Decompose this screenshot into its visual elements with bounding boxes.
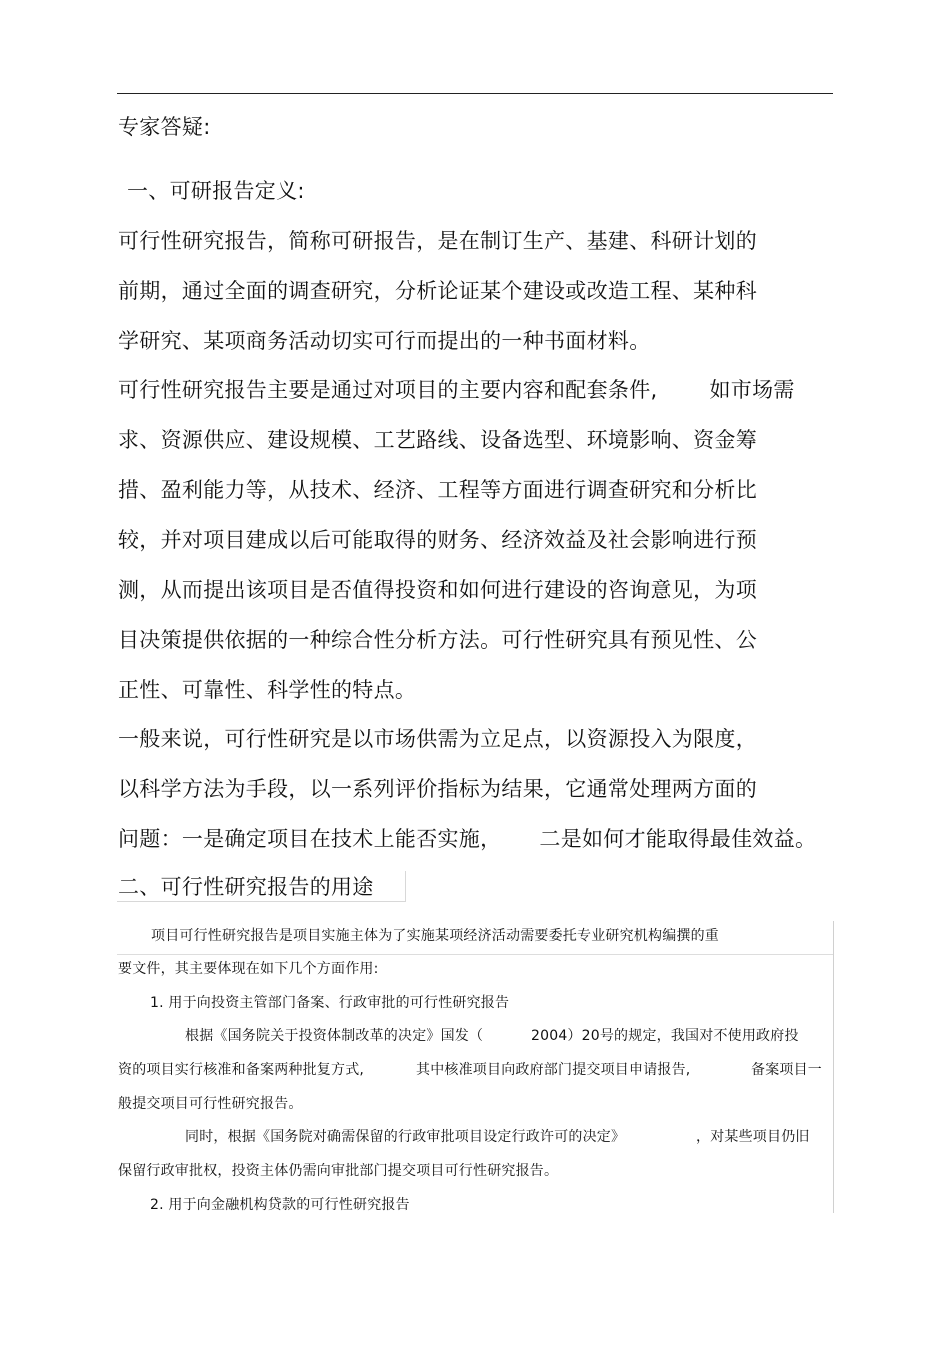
para3-line-part: 问题：一是确定项目在技术上能否实施， xyxy=(118,827,502,851)
para3-line-part: 二是如何才能取得最佳效益。 xyxy=(539,827,817,851)
item1-text: 保留行政审批权，投资主体仍需向审批部门提交项目可行性研究报告。 xyxy=(118,1163,559,1179)
item1-text: 资的项目实行核准和备案两种批复方式, xyxy=(118,1062,365,1078)
para2-line: 较，并对项目建成以后可能取得的财务、经济效益及社会影响进行预 xyxy=(118,528,757,552)
para2-line: 求、资源供应、建设规模、工艺路线、设备选型、环境影响、资金筹 xyxy=(118,428,757,452)
para2-line: 正性、可靠性、科学性的特点。 xyxy=(118,678,417,702)
item1-text: 其中核准项目向政府部门提交项目申请报告, xyxy=(416,1062,691,1078)
item1-text: ，对某些项目仍旧 xyxy=(696,1129,810,1145)
item1-text: 同时，根据《国务院对确需保留的行政审批项目设定行政许可的决定》 xyxy=(185,1129,626,1145)
intro-line: 项目可行性研究报告是项目实施主体为了实施某项经济活动需要委托专业研究机构编撰的重 xyxy=(151,928,719,944)
item1-text: 2004）20号的规定，我国对不使用政府投 xyxy=(531,1028,799,1044)
section2-title: 二、可行性研究报告的用途 xyxy=(118,875,374,899)
para2-line: 措、盈利能力等，从技术、经济、工程等方面进行调查研究和分析比 xyxy=(118,478,757,502)
item1-text: 备案项目一 xyxy=(751,1062,822,1078)
para2-line: 测，从而提出该项目是否值得投资和如何进行建设的咨询意见，为项 xyxy=(118,578,757,602)
section1-title: 一、可研报告定义: xyxy=(127,179,305,203)
para3-line xyxy=(118,825,816,853)
item1-title: 1. 用于向投资主管部门备案、行政审批的可行性研究报告 xyxy=(150,995,510,1011)
para2-line: 目决策提供依据的一种综合性分析方法。可行性研究具有预见性、公 xyxy=(118,628,757,652)
para1-line: 可行性研究报告，简称可研报告，是在制订生产、基建、科研计划的 xyxy=(118,229,757,253)
top-rule xyxy=(117,93,833,94)
frame-right-line xyxy=(833,921,834,1213)
para2-line-part: 可行性研究报告主要是通过对项目的主要内容和配套条件, xyxy=(118,378,658,402)
item2-title: 2. 用于向金融机构贷款的可行性研究报告 xyxy=(150,1197,410,1213)
para1-line: 学研究、某项商务活动切实可行而提出的一种书面材料。 xyxy=(118,329,651,353)
para2-line-part: 如市场需 xyxy=(709,378,795,402)
heading: 专家答疑: xyxy=(118,115,211,139)
para3-line: 以科学方法为手段，以一系列评价指标为结果，它通常处理两方面的 xyxy=(118,777,757,801)
para1-line: 前期，通过全面的调查研究，分析论证某个建设或改造工程、某种科 xyxy=(118,279,757,303)
para2-line xyxy=(118,376,795,404)
para3-line: 一般来说，可行性研究是以市场供需为立足点，以资源投入为限度， xyxy=(118,727,757,751)
item1-text: 根据《国务院关于投资体制改革的决定》国发（ xyxy=(185,1028,484,1044)
frame-divider xyxy=(117,954,833,955)
item1-text: 般提交项目可行性研究报告。 xyxy=(118,1096,303,1112)
intro-line: 要文件，其主要体现在如下几个方面作用: xyxy=(118,961,379,977)
